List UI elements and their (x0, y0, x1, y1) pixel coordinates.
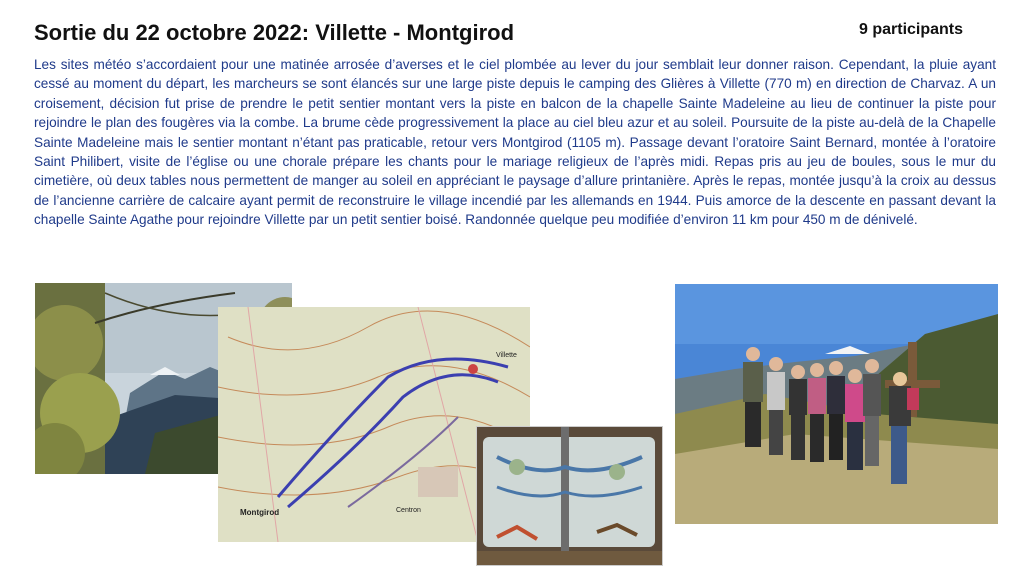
map-label-centron: Centron (396, 507, 421, 514)
group-photo (675, 284, 998, 524)
map-label-villette: Villette (496, 352, 517, 359)
page-title: Sortie du 22 octobre 2022: Villette - Montgirod (34, 20, 515, 45)
painted-sign-photo (476, 426, 663, 566)
participants-count: 9 participants (859, 21, 964, 38)
map-label-montgirod: Montgirod (240, 508, 280, 517)
outing-description: Les sites météo s’accordaient pour une matinée arrosée d’averses et le ciel plombée au lever du jour semblait leur donner raison. Cependant, la pluie ayant cessé au moment du départ, les marcheurs se sont élancés sur une large piste depuis le camping des Glières à Villette (770 m) en direction de Charvaz. A un croisement, décision fut prise de prendre le petit sentier montant vers la piste en balcon de la chapelle Sainte Madeleine au lieu de continuer la piste pour rejoindre le plan des fougères via la combe. La brume cède progressivement la place au ciel bleu azur et au soleil. Poursuite de la piste au-delà de la Chapelle Sainte Madeleine mais le sentier montant n’étant pas praticable, retour vers Montgirod (1105 m). Passage devant l’oratoire Saint Bernard, montée à l’oratoire Saint Philibert, visite de l’église ou une chorale prépare les chants pour le mariage religieux de l’après midi. Repas pris au jeu de boules, sous le mur du cimetière, où deux tables nous permettent de manger au soleil en appréciant le paysage d’allure printanière. Après le repas, montée jusqu’à la croix au dessus de l’ancienne carrière de calcaire ayant permit de reconstruire le village incendié par les allemands en 1944. Puis amorce de la descente en passant devant la chapelle Sainte Agathe pour rejoindre Villette par un petit sentier boisé. Randonnée quelque peu modifiée d’environ 11 km pour 450 m de dénivelé. (34, 57, 996, 228)
